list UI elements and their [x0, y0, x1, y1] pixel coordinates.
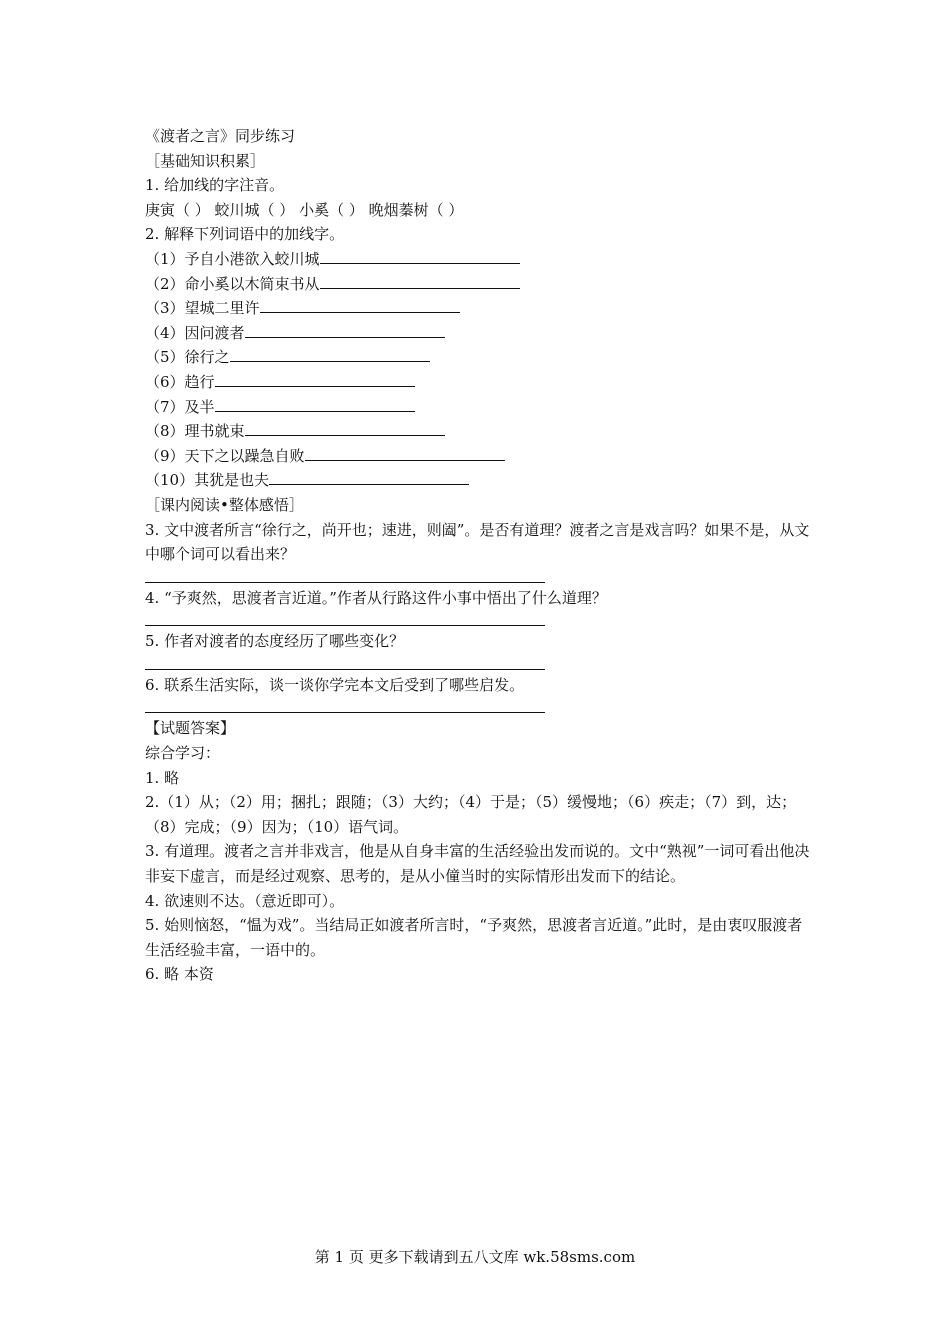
answer-6: 6. 略 本资 — [145, 965, 214, 984]
question-1-items: 庚寅（ ） 蛟川城（ ） 小奚（ ） 晚烟蓁树（ ） — [145, 200, 464, 219]
answer-blank[interactable] — [269, 471, 469, 485]
answer-line[interactable] — [145, 654, 545, 670]
answer-blank[interactable] — [215, 373, 415, 387]
section-reading-heading: ［课内阅读•整体感悟］ — [145, 495, 304, 514]
answer-4: 4. 欲速则不达。（意近即可）。 — [145, 891, 345, 910]
answers-subheading: 综合学习： — [145, 744, 221, 763]
q2-item: （6）趋行 — [145, 370, 810, 395]
answer-1: 1. 略 — [145, 768, 180, 787]
answer-blank[interactable] — [245, 324, 445, 338]
q2-item: （9）天下之以躁急自败 — [145, 444, 810, 469]
q2-item: （5）徐行之 — [145, 345, 810, 370]
worksheet-body — [145, 124, 810, 987]
question-3: 3. 文中渡者所言“徐行之，尚开也；速进，则阖”。是否有道理？渡者之言是戏言吗？如果不是，从文中哪个词可以看出来？ — [145, 520, 810, 564]
answer-line[interactable] — [145, 697, 545, 713]
question-1-prompt: 1. 给加线的字注音。 — [145, 176, 285, 195]
answer-5: 5. 始则恼怒，“愠为戏”。当结局正如渡者所言时，“予爽然，思渡者言近道。”此时，是由衷叹服渡者生活经验丰富，一语中的。 — [145, 916, 803, 959]
answer-blank[interactable] — [260, 299, 460, 313]
answer-blank[interactable] — [245, 422, 445, 436]
q2-item: （3）望城二里许 — [145, 296, 810, 321]
question-5: 5. 作者对渡者的态度经历了哪些变化？ — [145, 632, 405, 651]
answer-blank[interactable] — [230, 348, 430, 362]
q2-item: （10）其犹是也夫 — [145, 468, 810, 493]
q2-item: （8）理书就束 — [145, 419, 810, 444]
q2-item: （1）予自小港欲入蛟川城 — [145, 247, 810, 272]
answer-line[interactable] — [145, 610, 545, 626]
question-6: 6. 联系生活实际，谈一谈你学完本文后受到了哪些启发。 — [145, 675, 525, 694]
q2-item: （2）命小奚以木简束书从 — [145, 272, 810, 297]
answer-blank[interactable] — [320, 250, 520, 264]
question-4: 4. “予爽然，思渡者言近道。”作者从行路这件小事中悟出了什么道理？ — [145, 588, 607, 607]
answer-blank[interactable] — [320, 275, 520, 289]
question-2-prompt: 2. 解释下列词语中的加线字。 — [145, 225, 345, 244]
q2-item: （7）及半 — [145, 395, 810, 420]
worksheet-title: 《渡者之言》同步练习 — [145, 127, 296, 145]
q2-item: （4）因问渡者 — [145, 321, 810, 346]
answer-blank[interactable] — [215, 398, 415, 412]
page-footer: 第 1 页 更多下载请到五八文库 wk.58sms.com — [314, 1248, 636, 1266]
answer-blank[interactable] — [305, 447, 505, 461]
section-basic-heading: ［基础知识积累］ — [145, 151, 266, 170]
answer-line[interactable] — [145, 567, 545, 583]
answer-3: 3. 有道理。渡者之言并非戏言，他是从自身丰富的生活经验出发而说的。文中“熟视”一词可看出他决非妄下虚言，而是经过观察、思考的，是从小僮当时的实际情形出发而下的结论。 — [145, 842, 810, 886]
answers-heading: 【试题答案】 — [145, 719, 236, 738]
answer-2: 2.（1）从；（2）用；捆扎；跟随；（3）大约；（4）于是；（5）缓慢地；（6）疾走；（7）到，达；（8）完成；（9）因为；（10）语气词。 — [145, 793, 797, 836]
